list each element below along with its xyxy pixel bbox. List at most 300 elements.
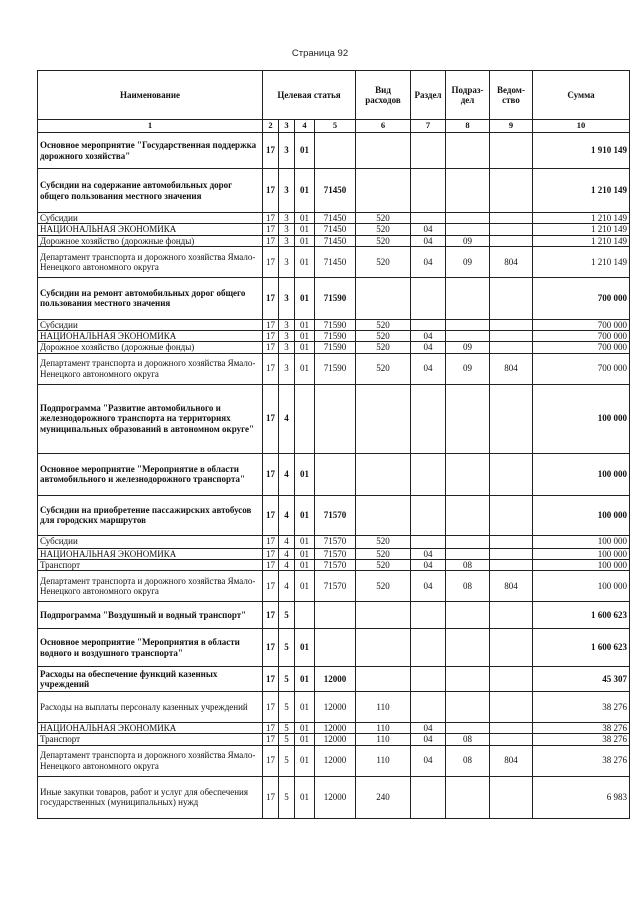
cell-expense-type: 110	[356, 745, 411, 776]
cell-name: Дорожное хозяйство (дорожные фонды)	[38, 235, 263, 246]
cell-target-direction: 12000	[315, 734, 356, 745]
cell-department	[490, 692, 533, 723]
cell-subsection: 08	[446, 571, 490, 602]
table-row	[38, 723, 630, 734]
cell-target-direction	[315, 602, 356, 629]
table-row	[38, 629, 630, 667]
cell-subsection: 09	[446, 235, 490, 246]
table-row	[38, 133, 630, 169]
cell-subsection	[446, 213, 490, 224]
cell-section: 04	[411, 548, 446, 559]
column-index: 7	[411, 120, 446, 133]
cell-expense-type: 520	[356, 224, 411, 235]
cell-department	[490, 559, 533, 570]
cell-sum: 700 000	[533, 277, 630, 319]
cell-department	[490, 342, 533, 353]
cell-target-subprogram: 5	[279, 629, 295, 667]
cell-target-program: 17	[263, 667, 279, 692]
cell-target-activity: 01	[295, 667, 315, 692]
cell-target-subprogram: 4	[279, 495, 295, 535]
cell-expense-type: 110	[356, 734, 411, 745]
cell-target-direction: 71590	[315, 342, 356, 353]
cell-department	[490, 319, 533, 330]
table-row	[38, 213, 630, 224]
table-row	[38, 384, 630, 453]
cell-target-activity	[295, 384, 315, 453]
cell-target-direction: 71450	[315, 213, 356, 224]
cell-name: Департамент транспорта и дорожного хозяйства Ямало-Ненецкого автономного округа	[38, 246, 263, 277]
cell-target-activity: 01	[295, 319, 315, 330]
table-row	[38, 734, 630, 745]
cell-department	[490, 235, 533, 246]
cell-target-activity: 01	[295, 169, 315, 213]
cell-target-direction: 71570	[315, 571, 356, 602]
cell-target-activity: 01	[295, 559, 315, 570]
table-row	[38, 353, 630, 384]
cell-expense-type: 110	[356, 692, 411, 723]
cell-target-direction	[315, 384, 356, 453]
cell-name: Субсидии на содержание автомобильных дорог общего пользования местного значения	[38, 169, 263, 213]
cell-expense-type: 520	[356, 571, 411, 602]
cell-target-direction: 12000	[315, 692, 356, 723]
cell-expense-type: 110	[356, 723, 411, 734]
cell-target-subprogram: 5	[279, 692, 295, 723]
cell-target-program: 17	[263, 629, 279, 667]
page-label: Страница 92	[291, 48, 349, 59]
cell-name: Основное мероприятие "Мероприятия в области водного и воздушного транспорта"	[38, 629, 263, 667]
cell-name: Транспорт	[38, 734, 263, 745]
column-index: 5	[315, 120, 356, 133]
header-section: Раздел	[411, 71, 446, 120]
cell-target-activity: 01	[295, 235, 315, 246]
cell-department: 804	[490, 353, 533, 384]
cell-department	[490, 602, 533, 629]
cell-target-subprogram: 4	[279, 559, 295, 570]
cell-target-program: 17	[263, 235, 279, 246]
cell-target-program: 17	[263, 319, 279, 330]
column-index: 2	[263, 120, 279, 133]
cell-sum: 700 000	[533, 342, 630, 353]
cell-target-activity: 01	[295, 224, 315, 235]
header-row	[38, 71, 630, 120]
cell-name: Расходы на выплаты персоналу казенных учреждений	[38, 692, 263, 723]
cell-sum: 100 000	[533, 453, 630, 495]
cell-section	[411, 133, 446, 169]
cell-target-subprogram: 4	[279, 453, 295, 495]
cell-target-program: 17	[263, 776, 279, 818]
cell-subsection	[446, 776, 490, 818]
cell-target-subprogram: 4	[279, 384, 295, 453]
cell-target-program: 17	[263, 453, 279, 495]
cell-section	[411, 667, 446, 692]
cell-name: НАЦИОНАЛЬНАЯ ЭКОНОМИКА	[38, 723, 263, 734]
column-index: 6	[356, 120, 411, 133]
cell-department	[490, 667, 533, 692]
column-index-row	[38, 120, 630, 133]
cell-target-program: 17	[263, 246, 279, 277]
cell-name: Департамент транспорта и дорожного хозяйства Ямало-Ненецкого автономного округа	[38, 745, 263, 776]
cell-target-activity: 01	[295, 745, 315, 776]
cell-sum: 1 910 149	[533, 133, 630, 169]
cell-target-direction	[315, 133, 356, 169]
cell-name: Основное мероприятие "Мероприятие в области автомобильного и железнодорожного транспорта"	[38, 453, 263, 495]
cell-subsection	[446, 602, 490, 629]
cell-section	[411, 495, 446, 535]
table-row	[38, 277, 630, 319]
cell-subsection	[446, 319, 490, 330]
table-row	[38, 246, 630, 277]
table-row	[38, 453, 630, 495]
cell-expense-type: 520	[356, 548, 411, 559]
cell-sum: 1 210 149	[533, 169, 630, 213]
cell-target-direction: 71570	[315, 535, 356, 548]
cell-target-direction: 71590	[315, 331, 356, 342]
table-row	[38, 692, 630, 723]
cell-target-program: 17	[263, 213, 279, 224]
cell-section	[411, 602, 446, 629]
cell-subsection	[446, 667, 490, 692]
cell-sum: 38 276	[533, 723, 630, 734]
cell-target-program: 17	[263, 224, 279, 235]
cell-sum: 1 210 149	[533, 246, 630, 277]
cell-subsection: 08	[446, 559, 490, 570]
cell-target-program: 17	[263, 571, 279, 602]
cell-target-program: 17	[263, 559, 279, 570]
table-row	[38, 548, 630, 559]
cell-target-activity: 01	[295, 353, 315, 384]
table-row	[38, 535, 630, 548]
cell-sum: 6 983	[533, 776, 630, 818]
header-department: Ведом-ство	[490, 71, 533, 120]
cell-target-activity: 01	[295, 629, 315, 667]
cell-section: 04	[411, 246, 446, 277]
header-name: Наименование	[38, 71, 263, 120]
cell-target-activity: 01	[295, 535, 315, 548]
cell-sum: 700 000	[533, 331, 630, 342]
cell-expense-type	[356, 384, 411, 453]
cell-target-program: 17	[263, 535, 279, 548]
cell-target-subprogram: 3	[279, 353, 295, 384]
cell-department	[490, 224, 533, 235]
cell-department	[490, 133, 533, 169]
table-row	[38, 495, 630, 535]
cell-target-direction: 71450	[315, 246, 356, 277]
cell-section	[411, 384, 446, 453]
cell-target-program: 17	[263, 692, 279, 723]
cell-section	[411, 319, 446, 330]
cell-target-subprogram: 3	[279, 246, 295, 277]
cell-sum: 700 000	[533, 353, 630, 384]
cell-sum: 45 307	[533, 667, 630, 692]
table-row	[38, 745, 630, 776]
cell-section: 04	[411, 353, 446, 384]
cell-name: НАЦИОНАЛЬНАЯ ЭКОНОМИКА	[38, 331, 263, 342]
cell-sum: 1 210 149	[533, 224, 630, 235]
table-row	[38, 224, 630, 235]
cell-name: Субсидии на приобретение пассажирских автобусов для городских маршрутов	[38, 495, 263, 535]
cell-target-activity: 01	[295, 453, 315, 495]
cell-section	[411, 776, 446, 818]
cell-target-subprogram: 5	[279, 745, 295, 776]
cell-expense-type	[356, 667, 411, 692]
cell-subsection: 08	[446, 734, 490, 745]
cell-department	[490, 495, 533, 535]
cell-department: 804	[490, 745, 533, 776]
cell-department: 804	[490, 571, 533, 602]
cell-target-subprogram: 3	[279, 277, 295, 319]
cell-target-activity: 01	[295, 571, 315, 602]
cell-section: 04	[411, 734, 446, 745]
cell-department	[490, 548, 533, 559]
column-index: 4	[295, 120, 315, 133]
cell-target-direction: 12000	[315, 745, 356, 776]
cell-sum: 100 000	[533, 548, 630, 559]
cell-target-subprogram: 3	[279, 235, 295, 246]
cell-target-program: 17	[263, 602, 279, 629]
cell-name: Субсидии	[38, 319, 263, 330]
header-sum: Сумма	[533, 71, 630, 120]
cell-sum: 38 276	[533, 745, 630, 776]
cell-department	[490, 776, 533, 818]
cell-section	[411, 169, 446, 213]
cell-expense-type: 520	[356, 353, 411, 384]
cell-target-direction: 71570	[315, 559, 356, 570]
cell-subsection	[446, 453, 490, 495]
table-row	[38, 235, 630, 246]
header-subsection: Подраз-дел	[446, 71, 490, 120]
cell-target-subprogram: 3	[279, 342, 295, 353]
cell-sum: 38 276	[533, 692, 630, 723]
cell-section: 04	[411, 342, 446, 353]
cell-name: Основное мероприятие "Государственная поддержка дорожного хозяйства"	[38, 133, 263, 169]
cell-sum: 1 600 623	[533, 602, 630, 629]
cell-target-program: 17	[263, 745, 279, 776]
table-row	[38, 169, 630, 213]
cell-target-activity: 01	[295, 133, 315, 169]
cell-expense-type: 520	[356, 235, 411, 246]
cell-sum: 1 210 149	[533, 235, 630, 246]
column-index: 10	[533, 120, 630, 133]
cell-target-direction	[315, 453, 356, 495]
cell-department	[490, 723, 533, 734]
cell-target-direction	[315, 629, 356, 667]
cell-department	[490, 734, 533, 745]
cell-target-subprogram: 5	[279, 667, 295, 692]
cell-subsection: 09	[446, 246, 490, 277]
cell-sum: 1 600 623	[533, 629, 630, 667]
cell-target-direction: 71590	[315, 353, 356, 384]
cell-name: НАЦИОНАЛЬНАЯ ЭКОНОМИКА	[38, 224, 263, 235]
table-row	[38, 319, 630, 330]
cell-expense-type	[356, 133, 411, 169]
cell-expense-type: 240	[356, 776, 411, 818]
cell-target-activity: 01	[295, 246, 315, 277]
cell-sum: 100 000	[533, 495, 630, 535]
cell-subsection	[446, 692, 490, 723]
table-row	[38, 331, 630, 342]
column-index: 1	[38, 120, 263, 133]
cell-target-subprogram: 3	[279, 169, 295, 213]
cell-target-program: 17	[263, 169, 279, 213]
cell-target-subprogram: 4	[279, 571, 295, 602]
cell-section: 04	[411, 224, 446, 235]
cell-target-subprogram: 4	[279, 535, 295, 548]
cell-target-direction: 71590	[315, 319, 356, 330]
cell-expense-type: 520	[356, 535, 411, 548]
cell-expense-type: 520	[356, 246, 411, 277]
cell-subsection	[446, 169, 490, 213]
cell-target-subprogram: 3	[279, 133, 295, 169]
cell-expense-type: 520	[356, 319, 411, 330]
cell-expense-type	[356, 629, 411, 667]
cell-name: Субсидии	[38, 535, 263, 548]
cell-expense-type	[356, 602, 411, 629]
cell-expense-type	[356, 277, 411, 319]
cell-section	[411, 213, 446, 224]
cell-department: 804	[490, 246, 533, 277]
cell-subsection	[446, 224, 490, 235]
cell-expense-type: 520	[356, 342, 411, 353]
cell-name: Расходы на обеспечение функций казенных учреждений	[38, 667, 263, 692]
cell-target-program: 17	[263, 548, 279, 559]
cell-section: 04	[411, 723, 446, 734]
table-row	[38, 559, 630, 570]
cell-target-subprogram: 3	[279, 331, 295, 342]
cell-subsection	[446, 133, 490, 169]
cell-target-activity: 01	[295, 723, 315, 734]
cell-subsection	[446, 723, 490, 734]
cell-target-program: 17	[263, 734, 279, 745]
cell-section: 04	[411, 559, 446, 570]
cell-target-program: 17	[263, 495, 279, 535]
cell-sum: 100 000	[533, 384, 630, 453]
header-expense-type: Вид расходов	[356, 71, 411, 120]
cell-subsection: 09	[446, 342, 490, 353]
cell-subsection	[446, 331, 490, 342]
cell-department	[490, 535, 533, 548]
cell-name: Субсидии	[38, 213, 263, 224]
cell-target-direction: 71450	[315, 235, 356, 246]
cell-sum: 100 000	[533, 559, 630, 570]
cell-department	[490, 629, 533, 667]
cell-target-subprogram: 5	[279, 734, 295, 745]
cell-name: НАЦИОНАЛЬНАЯ ЭКОНОМИКА	[38, 548, 263, 559]
cell-target-activity: 01	[295, 277, 315, 319]
cell-section	[411, 277, 446, 319]
cell-department	[490, 169, 533, 213]
cell-expense-type	[356, 495, 411, 535]
cell-subsection	[446, 277, 490, 319]
cell-target-direction: 12000	[315, 667, 356, 692]
cell-target-activity: 01	[295, 495, 315, 535]
cell-subsection	[446, 629, 490, 667]
table-row	[38, 342, 630, 353]
cell-section	[411, 692, 446, 723]
cell-department	[490, 331, 533, 342]
cell-name: Департамент транспорта и дорожного хозяйства Ямало-Ненецкого автономного округа	[38, 571, 263, 602]
table-row	[38, 571, 630, 602]
cell-section	[411, 535, 446, 548]
header-target: Целевая статья	[263, 71, 356, 120]
cell-target-direction: 71450	[315, 224, 356, 235]
cell-expense-type: 520	[356, 331, 411, 342]
cell-sum: 700 000	[533, 319, 630, 330]
cell-section: 04	[411, 331, 446, 342]
cell-target-subprogram: 3	[279, 213, 295, 224]
cell-target-direction: 12000	[315, 723, 356, 734]
cell-target-program: 17	[263, 384, 279, 453]
cell-sum: 1 210 149	[533, 213, 630, 224]
cell-target-activity: 01	[295, 342, 315, 353]
cell-name: Субсидии на ремонт автомобильных дорог общего пользования местного значения	[38, 277, 263, 319]
cell-sum: 100 000	[533, 535, 630, 548]
cell-sum: 100 000	[533, 571, 630, 602]
cell-target-direction: 71570	[315, 548, 356, 559]
cell-subsection	[446, 495, 490, 535]
cell-target-subprogram: 4	[279, 548, 295, 559]
cell-section	[411, 453, 446, 495]
cell-target-program: 17	[263, 331, 279, 342]
budget-table	[37, 70, 630, 819]
column-index: 9	[490, 120, 533, 133]
table-row	[38, 602, 630, 629]
cell-subsection	[446, 535, 490, 548]
cell-target-activity: 01	[295, 548, 315, 559]
cell-target-direction: 71570	[315, 495, 356, 535]
table-row	[38, 776, 630, 818]
cell-target-program: 17	[263, 353, 279, 384]
cell-target-subprogram: 3	[279, 224, 295, 235]
cell-target-activity: 01	[295, 734, 315, 745]
cell-expense-type	[356, 453, 411, 495]
column-index: 8	[446, 120, 490, 133]
cell-target-subprogram: 3	[279, 319, 295, 330]
cell-section: 04	[411, 571, 446, 602]
column-index: 3	[279, 120, 295, 133]
cell-sum: 38 276	[533, 734, 630, 745]
cell-target-program: 17	[263, 723, 279, 734]
cell-department	[490, 453, 533, 495]
cell-subsection: 09	[446, 353, 490, 384]
cell-name: Транспорт	[38, 559, 263, 570]
cell-subsection: 08	[446, 745, 490, 776]
cell-target-direction: 12000	[315, 776, 356, 818]
table-row	[38, 667, 630, 692]
cell-expense-type: 520	[356, 559, 411, 570]
cell-target-activity	[295, 602, 315, 629]
cell-target-direction: 71450	[315, 169, 356, 213]
cell-name: Подпрограмма "Развитие автомобильного и железнодорожного транспорта на территориях муниципальных образований в автономном округе"	[38, 384, 263, 453]
cell-target-activity: 01	[295, 776, 315, 818]
cell-target-activity: 01	[295, 331, 315, 342]
cell-target-subprogram: 5	[279, 602, 295, 629]
cell-department	[490, 277, 533, 319]
cell-section: 04	[411, 745, 446, 776]
cell-name: Департамент транспорта и дорожного хозяйства Ямало-Ненецкого автономного округа	[38, 353, 263, 384]
cell-subsection	[446, 548, 490, 559]
cell-name: Иные закупки товаров, работ и услуг для обеспечения государственных (муниципальных) нужд	[38, 776, 263, 818]
cell-target-activity: 01	[295, 692, 315, 723]
cell-name: Дорожное хозяйство (дорожные фонды)	[38, 342, 263, 353]
cell-target-program: 17	[263, 342, 279, 353]
cell-section	[411, 629, 446, 667]
cell-target-subprogram: 5	[279, 776, 295, 818]
cell-target-activity: 01	[295, 213, 315, 224]
cell-department	[490, 213, 533, 224]
cell-section: 04	[411, 235, 446, 246]
cell-target-subprogram: 5	[279, 723, 295, 734]
cell-target-direction: 71590	[315, 277, 356, 319]
